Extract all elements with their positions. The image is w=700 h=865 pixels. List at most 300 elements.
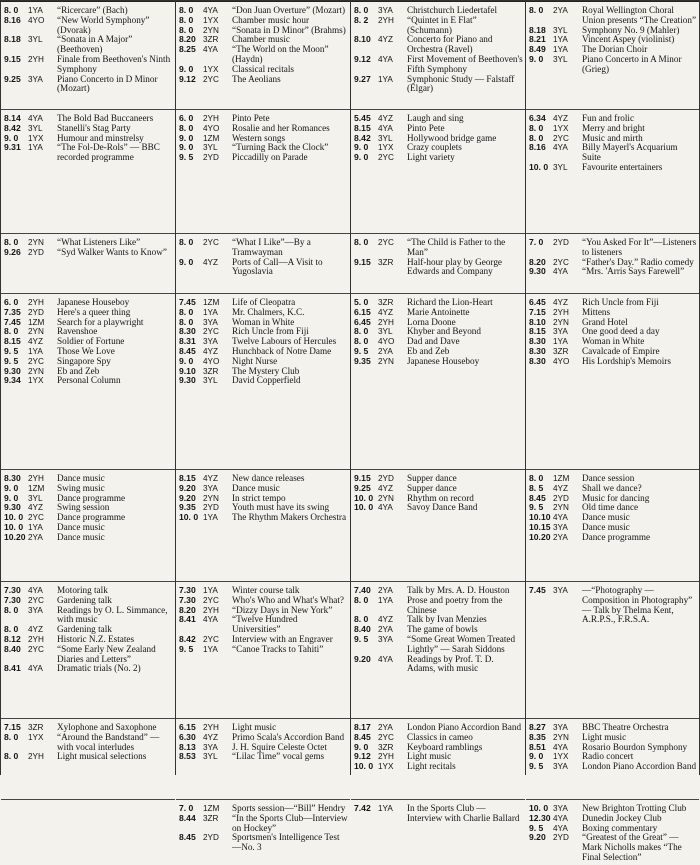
entry-program: Rosario Bourdon Symphony (582, 741, 688, 752)
programme-section (526, 234, 699, 294)
entry-program: Eb and Zeb (407, 345, 450, 356)
entry-time: 8. 0 (529, 132, 544, 143)
entry-time: 8. 0 (4, 731, 19, 742)
entry-program: London Piano Accordion Band (582, 761, 697, 772)
programme-entry (354, 16, 524, 36)
programme-entry (4, 645, 174, 665)
entry-station: 2YN (28, 327, 44, 337)
entry-program: One good deed a day (582, 326, 660, 337)
programme-entry (354, 75, 524, 95)
entry-program: Hunchback of Notre Dame (232, 345, 332, 356)
entry-program: Light variety (407, 152, 455, 163)
entry-station: 2YD (378, 474, 394, 483)
entry-station: 2YC (203, 327, 219, 337)
entry-station: 2YD (553, 493, 569, 503)
entry-program: “The World on the Moon” (Haydn) (232, 44, 329, 64)
entry-time: 8.49 (529, 44, 546, 55)
entry-time: 8.21 (529, 34, 546, 45)
entry-station: 2YD (203, 833, 219, 843)
entry-program: Dance music (57, 473, 105, 483)
entry-time: 8. 0 (179, 306, 194, 317)
entry-program: New Brighton Trotting Club (582, 803, 687, 813)
entry-station: 1ZM (28, 483, 45, 493)
programme-section (176, 800, 350, 855)
programme-section (1, 294, 175, 470)
entry-time: 9.20 (179, 482, 196, 493)
entry-time: 8. 0 (354, 237, 369, 247)
entry-station: 3YA (28, 605, 43, 615)
entry-program: Here's a queer thing (57, 306, 131, 317)
entry-station: 2YN (203, 25, 219, 35)
entry-time: 9. 0 (529, 53, 544, 64)
entry-time: 8.16 (4, 14, 21, 25)
entry-time: 8. 0 (179, 237, 194, 247)
entry-program: David Copperfield (232, 375, 301, 386)
entry-program: “Canoe Tracks to Tahiti” (232, 643, 324, 654)
entry-station: 3ZR (378, 742, 394, 752)
entry-time: 8.15 (354, 122, 371, 133)
entry-station: 4YZ (553, 114, 569, 123)
entry-program: Primo Scala's Accordion Band (232, 731, 345, 742)
entry-station: 3ZR (28, 723, 44, 732)
entry-program: Concerto for Piano and Orchestra (Ravel) (407, 34, 493, 55)
entry-time: 8.14 (4, 113, 21, 123)
entry-time: 10. 0 (4, 512, 24, 523)
entry-program: Dance music (582, 512, 630, 523)
entry-time: 8. 0 (354, 5, 369, 15)
programme-entry (179, 238, 349, 258)
entry-station: 4YO (203, 123, 220, 133)
entry-program: Royal Wellington Choral Union presents “The Creation” (582, 5, 697, 25)
entry-program: “What I Like”—By a Tramwayman (232, 237, 311, 257)
entry-station: 4YA (553, 823, 568, 833)
entry-time: 8.15 (179, 473, 196, 483)
entry-station: 4YO (378, 337, 395, 347)
entry-program: “Sonata in D Minor” (Brahms) (232, 24, 346, 35)
entry-time: 8. 0 (354, 336, 369, 347)
programme-entry (529, 238, 698, 258)
entry-station: 2YA (378, 723, 393, 732)
entry-program: Dance music (232, 482, 280, 493)
programme-entry (529, 533, 698, 543)
entry-program: Life of Cleopatra (232, 297, 296, 307)
entry-time: 8.35 (529, 731, 546, 742)
programme-section (1, 719, 175, 800)
entry-time: 6. 0 (179, 113, 194, 123)
entry-time: 9. 5 (529, 502, 544, 513)
entry-time: 10.20 (4, 531, 26, 542)
entry-station: 3YL (28, 123, 43, 133)
programme-entry (179, 513, 349, 523)
entry-station: 2YC (203, 595, 219, 605)
entry-program: BBC Theatre Orchestra (582, 722, 669, 732)
programme-section (526, 719, 699, 800)
entry-time: 9.26 (4, 246, 21, 257)
entry-program: Classics in cameo (407, 731, 473, 742)
day-column (525, 1, 700, 862)
entry-station: 3YA (553, 327, 568, 337)
entry-time: 7.30 (179, 594, 196, 605)
entry-station: 2YC (203, 238, 219, 247)
entry-program: Japanese Houseboy (407, 355, 480, 366)
entry-time: 8. 0 (529, 122, 544, 133)
entry-program: His Lordship's Memoirs (582, 355, 671, 366)
entry-time: 9.12 (354, 53, 371, 64)
entry-time: 8. 0 (354, 594, 369, 605)
programme-entry (354, 258, 524, 278)
entry-program: Grand Hotel (582, 316, 628, 327)
entry-program: Chamber music (232, 34, 290, 45)
entry-time: 8.42 (4, 122, 21, 133)
programme-entry (4, 35, 174, 55)
entry-station: 3ZR (203, 813, 219, 823)
entry-program: Dunedin Jockey Club (582, 812, 662, 823)
entry-program: Motoring talk (57, 585, 108, 595)
entry-time: 8. 0 (4, 604, 19, 615)
entry-station: 3ZR (378, 298, 394, 307)
entry-time: 9. 0 (179, 256, 194, 267)
entry-time: 8.10 (354, 34, 371, 45)
programme-section (526, 2, 699, 110)
entry-time: 9.20 (529, 832, 546, 843)
entry-station: 4YZ (28, 625, 44, 635)
entry-time: 8.41 (179, 614, 196, 625)
entry-time: 8.30 (529, 355, 546, 366)
entry-time: 7.30 (4, 594, 21, 605)
entry-time: 9. 5 (179, 152, 194, 163)
entry-station: 1YA (553, 337, 568, 347)
entry-program: Keyboard ramblings (407, 741, 483, 752)
entry-station: 2YH (378, 317, 394, 327)
entry-program: “What Listeners Like” (57, 237, 141, 247)
entry-time: 8.25 (179, 44, 196, 55)
programme-entry (354, 655, 524, 675)
entry-station: 1ZM (28, 317, 45, 327)
programme-entry (529, 586, 698, 625)
entry-program: Piano Concerto in D Minor (Mozart) (57, 73, 158, 94)
entry-time: 8.30 (4, 473, 21, 483)
entry-program: Lorna Doone (407, 316, 456, 327)
entry-station: 4YA (28, 114, 43, 123)
entry-time: 9.12 (354, 751, 371, 762)
entry-station: 3YA (553, 522, 568, 532)
entry-program: Interview with an Engraver (232, 633, 333, 644)
entry-time: 9. 0 (179, 142, 194, 153)
entry-time: 8.30 (529, 336, 546, 347)
entry-program: Swing music (57, 482, 105, 493)
entry-time: 10. 0 (529, 161, 549, 172)
entry-time: 9. 0 (4, 492, 19, 503)
entry-time: 8. 0 (179, 14, 194, 25)
programme-section (526, 470, 699, 582)
entry-time: 8.40 (4, 643, 21, 654)
entry-time: 9. 0 (529, 751, 544, 762)
programme-entry (4, 664, 174, 674)
entry-program: Rosalie and her Romances (232, 122, 330, 133)
entry-program: The game of bowls (407, 624, 478, 635)
entry-program: Twelve Labours of Hercules (232, 336, 337, 347)
entry-station: 2YC (28, 644, 44, 654)
entry-program: Dad and Dave (407, 336, 460, 347)
entry-station: 4YZ (378, 35, 394, 45)
entry-station: 1ZM (553, 474, 570, 483)
programme-entry (354, 357, 524, 367)
entry-time: 9.20 (354, 653, 371, 664)
programme-entry (354, 596, 524, 616)
entry-station: 2YC (203, 74, 219, 84)
entry-time: 9.35 (354, 355, 371, 366)
entry-time: 10.10 (529, 512, 551, 523)
entry-program: Personal Column (57, 375, 121, 386)
entry-time: 9. 0 (179, 355, 194, 366)
entry-program: Swing session (57, 502, 110, 513)
programme-section (1, 2, 175, 110)
entry-time: 8. 0 (4, 5, 19, 15)
entry-time: 8.20 (529, 256, 546, 267)
programme-entry (354, 762, 524, 772)
entry-program: Those We Love (57, 345, 115, 356)
entry-program: Khyber and Beyond (407, 326, 481, 337)
entry-station: 4YZ (203, 474, 219, 483)
entry-station: 4YA (28, 664, 43, 674)
entry-program: Dance music (582, 521, 630, 532)
entry-program: “The Fol-De-Rols” — BBC recorded programme (57, 142, 160, 163)
entry-time: 8.30 (179, 326, 196, 337)
entry-program: First Movement of Beethoven's Fifth Symphony (407, 53, 523, 74)
entry-program: Dance session (582, 473, 635, 483)
entry-program: Rich Uncle from Fiji (232, 326, 309, 337)
programme-entry (529, 143, 698, 163)
entry-station: 4YZ (378, 615, 394, 625)
programme-section (351, 470, 525, 582)
entry-program: Music for dancing (582, 492, 650, 503)
entry-time: 6.30 (179, 731, 196, 742)
entry-program: Who's Who and What's What? (232, 594, 345, 605)
entry-station: 4YA (378, 503, 393, 513)
entry-station: 3YA (378, 634, 393, 644)
entry-program: Talk by Ivan Menzies (407, 614, 487, 625)
entry-time: 12.30 (529, 812, 551, 823)
entry-program: Eb and Zeb (57, 365, 100, 376)
entry-station: 4YZ (378, 483, 394, 493)
entry-station: 2YN (378, 356, 394, 366)
entry-time: 7. 0 (529, 237, 544, 247)
entry-program: Chamber music hour (232, 14, 310, 25)
entry-program: Night Nurse (232, 355, 278, 366)
entry-station: 2YN (28, 238, 44, 247)
entry-station: 2YC (28, 595, 44, 605)
entry-station: 3ZR (203, 35, 219, 45)
entry-program: “Lilac Time” vocal gems (232, 751, 325, 762)
entry-program: In strict tempo (232, 492, 286, 503)
entry-program: The Dorian Choir (582, 44, 648, 55)
entry-time: 5.45 (354, 113, 371, 123)
entry-time: 7.30 (179, 585, 196, 595)
entry-time: 9.15 (354, 256, 371, 267)
entry-program: Radio concert (582, 751, 634, 762)
entry-station: 1ZM (203, 133, 220, 143)
entry-station: 2YH (28, 752, 44, 762)
entry-station: 4YA (553, 143, 568, 153)
entry-time: 6.45 (354, 316, 371, 327)
programme-section (176, 470, 350, 582)
entry-station: 2YD (203, 503, 219, 513)
entry-time: 5. 0 (354, 297, 369, 307)
entry-time: 10. 0 (354, 492, 374, 503)
programme-section (176, 2, 350, 110)
entry-time: 8.12 (4, 633, 21, 644)
entry-station: 2YA (378, 346, 393, 356)
entry-time: 8. 0 (4, 751, 19, 762)
entry-program: Talk by Mrs. A. D. Houston (407, 585, 510, 595)
entry-station: 2YC (378, 238, 394, 247)
entry-time: 9. 0 (4, 132, 19, 143)
entry-program: Christchurch Liedertafel (407, 5, 498, 15)
entry-station: 4YA (553, 742, 568, 752)
entry-program: Richard the Lion-Heart (407, 297, 493, 307)
programme-entry (529, 833, 698, 862)
entry-program: Shall we dance? (582, 482, 642, 493)
entry-time: 9. 5 (4, 355, 19, 366)
programme-section (351, 110, 525, 234)
entry-station: 2YN (28, 366, 44, 376)
entry-station: 1YA (28, 522, 43, 532)
entry-program: Dramatic trials (No. 2) (57, 663, 141, 674)
entry-program: Stanelli's Stag Party (57, 122, 131, 133)
entry-program: “Dizzy Days in New York” (232, 604, 333, 615)
entry-time: 7.35 (4, 306, 21, 317)
entry-program: —“Photography — Composition in Photography” — Talk by Thelma Kent, A.R.P.S., F.R.S.A. (582, 585, 693, 625)
entry-time: 9. 0 (354, 152, 369, 163)
entry-program: Rich Uncle from Fiji (582, 297, 659, 307)
entry-station: 4YO (203, 356, 220, 366)
entry-program: Woman in White (582, 336, 645, 347)
entry-program: Supper dance (407, 482, 457, 493)
entry-station: 3YA (553, 586, 568, 595)
entry-station: 2YC (553, 133, 569, 143)
programme-section (176, 719, 350, 800)
entry-station: 4YZ (203, 346, 219, 356)
entry-station: 2YD (203, 153, 219, 163)
entry-time: 9. 0 (354, 142, 369, 153)
entry-time: 8. 0 (529, 5, 544, 15)
entry-time: 9. 5 (354, 345, 369, 356)
programme-entry (529, 55, 698, 75)
entry-station: 2YD (28, 307, 44, 317)
programme-section (526, 582, 699, 719)
entry-time: 9. 5 (354, 633, 369, 644)
entry-program: Search for a playwright (57, 316, 144, 327)
entry-time: 9.35 (179, 502, 196, 513)
entry-station: 3YL (203, 376, 218, 386)
programme-section (1, 234, 175, 294)
entry-program: The Mystery Club (232, 365, 300, 376)
entry-time: 9.30 (4, 502, 21, 513)
entry-station: 1YX (28, 732, 44, 742)
entry-station: 4YZ (203, 257, 219, 267)
entry-time: 9. 0 (179, 132, 194, 143)
entry-time: 8.51 (529, 741, 546, 752)
entry-time: 9.30 (529, 266, 546, 277)
entry-station: 4YA (203, 615, 218, 625)
entry-station: 4YA (553, 513, 568, 523)
entry-program: J. H. Squire Celeste Octet (232, 741, 327, 752)
entry-time: 8.13 (179, 741, 196, 752)
entry-station: 4YZ (553, 483, 569, 493)
programme-entry (4, 606, 174, 626)
entry-station: 4YO (28, 15, 45, 25)
entry-station: 2YC (378, 153, 394, 163)
entry-station: 2YC (28, 513, 44, 523)
entry-time: 8. 0 (179, 316, 194, 327)
entry-station: 1YX (203, 15, 219, 25)
programme-entry (179, 153, 349, 163)
entry-station: 4YZ (28, 337, 44, 347)
entry-program: Dance music (57, 521, 105, 532)
entry-time: 10. 0 (4, 521, 24, 532)
entry-station: 2YH (28, 634, 44, 644)
entry-time: 8.20 (179, 604, 196, 615)
entry-program: Humour and minstrelsy (57, 132, 144, 143)
programme-entry (4, 55, 174, 75)
entry-time: 8.18 (4, 34, 21, 45)
entry-time: 7.45 (529, 585, 546, 595)
entry-program: Dance programme (57, 512, 126, 523)
entry-station: 2YH (378, 752, 394, 762)
entry-program: Symphonic Study — Falstaff (Elgar) (407, 73, 515, 94)
entry-station: 2YC (378, 732, 394, 742)
entry-time: 8.10 (529, 316, 546, 327)
entry-program: “New World Symphony” (Dvorak) (57, 14, 150, 35)
programme-entry (4, 248, 174, 258)
entry-program: “The Child is Father to the Man” (407, 237, 506, 257)
entry-station: 4YA (378, 123, 393, 133)
entry-program: Gardening talk (57, 594, 112, 605)
entry-program: New dance releases (232, 473, 305, 483)
entry-program: “Around the Bandstand” — with vocal interludes (57, 731, 160, 752)
entry-time: 8. 0 (529, 473, 544, 483)
entry-time: 9.34 (4, 375, 21, 386)
entry-time: 7.15 (4, 722, 21, 732)
entry-station: 1YX (28, 376, 44, 386)
entry-time: 9.12 (179, 73, 196, 84)
entry-station: 4YZ (378, 307, 394, 317)
entry-program: Ports of Call—A Visit to Yugoslavia (232, 256, 323, 277)
entry-station: 4YZ (553, 298, 569, 307)
entry-station: 2YH (28, 474, 44, 483)
entry-program: Winter course talk (232, 585, 300, 595)
entry-time: 9.25 (4, 73, 21, 84)
entry-time: 8. 5 (529, 482, 544, 493)
entry-program: Favourite entertainers (582, 161, 663, 172)
entry-station: 3YL (203, 143, 218, 153)
entry-station: 3YA (203, 483, 218, 493)
programme-entry (4, 143, 174, 163)
entry-time: 7.15 (529, 306, 546, 317)
programme-entry (4, 75, 174, 95)
entry-time: 9.30 (4, 365, 21, 376)
entry-station: 3YL (553, 25, 568, 35)
entry-time: 7.45 (179, 297, 196, 307)
entry-station: 2YD (553, 238, 569, 247)
programme-entry (179, 615, 349, 635)
programme-entry (354, 238, 524, 258)
entry-time: 9.27 (354, 73, 371, 84)
entry-station: 4YZ (203, 732, 219, 742)
programme-entry (4, 733, 174, 753)
entry-program: Music and mirth (582, 132, 643, 143)
entry-station: 3YL (203, 752, 218, 762)
